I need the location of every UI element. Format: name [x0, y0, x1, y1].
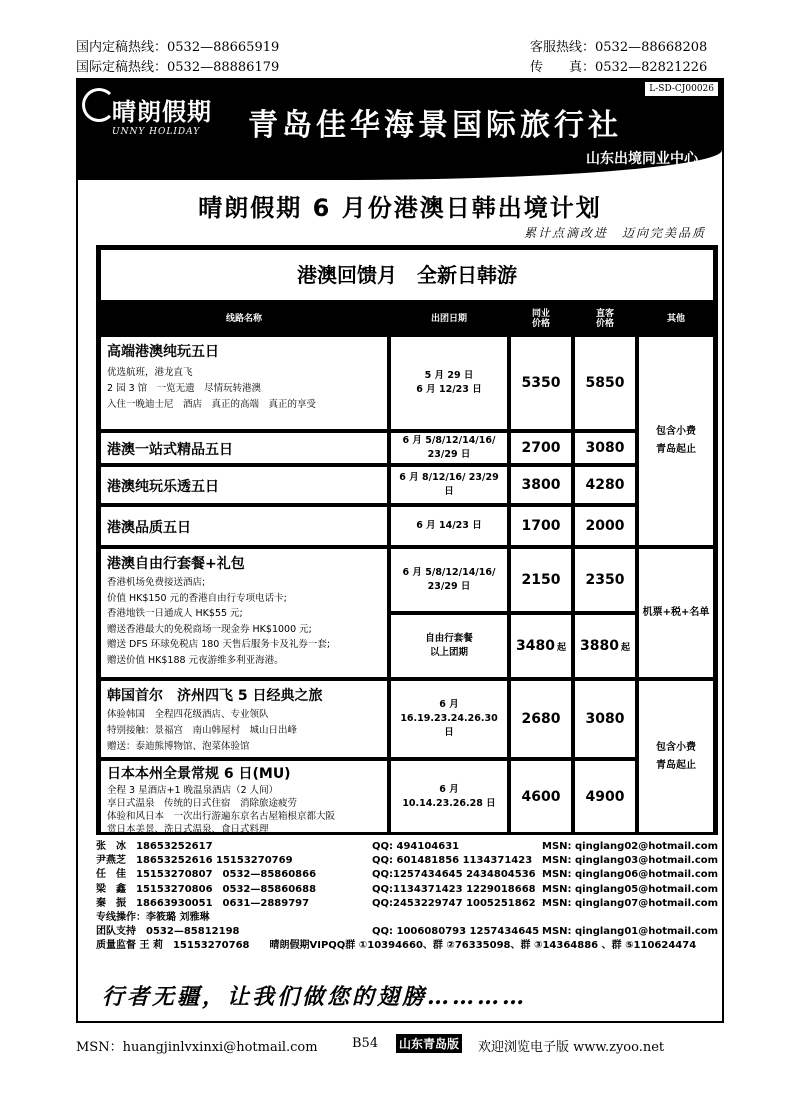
contact-qq: QQ:1257434645 2434804536: [372, 869, 536, 881]
price-suffix: 起: [620, 642, 630, 653]
route-desc: 赠送香港最大的免税商场一现金券 HK$1000 元;: [107, 623, 312, 635]
sun-icon: [82, 88, 116, 122]
route-desc: 赠送价值 HK$188 元夜游维多利亚海港。: [107, 654, 284, 666]
route-name: 港澳一站式精品五日: [107, 442, 233, 458]
trade-price: 4600: [510, 760, 572, 833]
motto: 行者无疆，让我们做您的翅膀…………: [102, 984, 528, 1010]
direct-price: 2000: [574, 506, 636, 546]
company-name: 青岛佳华海景国际旅行社: [248, 108, 622, 143]
tour-date: 6 月 10.14.23.26.28 日: [390, 760, 508, 833]
contact-qq: QQ:2453229747 1005251862: [372, 897, 536, 909]
footer-text: 欢迎浏览电子版 www.zyoo.net: [478, 1040, 665, 1055]
logo-en: UNNY HOLIDAY: [112, 127, 201, 137]
route-name: 港澳自由行套餐+礼包: [107, 556, 245, 572]
contact-person: 任 佳 15153270807 0532—85860866: [96, 869, 317, 881]
center-label: 山东出境同业中心: [586, 151, 698, 167]
trade-price: 2700: [510, 432, 572, 464]
contact-msn: MSN: qinglang02@hotmail.com: [542, 841, 719, 852]
price-value: 3480: [516, 638, 555, 654]
contact-qq: [372, 911, 542, 925]
contact-row: [96, 868, 718, 882]
trade-price: 2150: [510, 548, 572, 612]
tour-date: 6 月 8/12/16/ 23/29 日: [390, 466, 508, 504]
route-desc: 2 园 3 馆 一览无遗 尽情玩转港澳: [107, 383, 262, 394]
sunny-holiday-logo: [90, 92, 212, 137]
route-desc: 享日式温泉 传统的日式住宿 消除旅途疲劳: [107, 798, 298, 809]
route-name: 高端港澳纯玩五日: [107, 344, 219, 360]
contact-row: [96, 883, 718, 897]
direct-price: 4280: [574, 466, 636, 504]
direct-price: 5850: [574, 336, 636, 430]
direct-price: 2350: [574, 548, 636, 612]
intl-hotline: 国际定稿热线：0532—88886179: [76, 60, 280, 75]
route-desc: 特别接触：景福宫 南山韩屋村 城山日出峰: [107, 725, 298, 736]
contact-qq: QQ: 1006080793 1257434645: [372, 926, 540, 938]
trade-price: 2680: [510, 680, 572, 758]
route-name: 港澳品质五日: [107, 520, 191, 536]
contact-qq: QQ: 494104631: [372, 841, 460, 852]
tour-date: 6 月 5/8/12/14/16/ 23/29 日: [390, 548, 508, 612]
direct-price: [574, 614, 636, 678]
other-info: 包含小费 青岛起止: [638, 680, 714, 833]
contact-person: 尹燕芝 18653252616 15153270769: [96, 855, 293, 867]
contact-msn: MSN: qinglang01@hotmail.com: [542, 926, 719, 938]
route-desc: 优选航班，港龙直飞: [107, 367, 193, 378]
other-info: 包含小费 青岛起止: [638, 336, 714, 546]
route-name: 港澳纯玩乐透五日: [107, 479, 219, 495]
contact-person: 团队支持 0532—85812198: [96, 926, 240, 938]
other-info: 机票+税+名单: [638, 548, 714, 678]
th-date: 出团日期: [430, 314, 467, 324]
contact-row: [96, 854, 718, 868]
th-direct-price: 直客 价格: [595, 309, 614, 329]
contact-person: 专线操作：李筱璐 刘雅琳: [96, 912, 210, 924]
route-desc: 入住一晚迪士尼 酒店 真正的高端 真正的享受: [107, 399, 317, 410]
route-desc: 体验和风日本 一次出行游遍东京名古屋箱根京都大阪: [107, 811, 336, 822]
table-row: [100, 466, 388, 504]
table-row: [100, 760, 388, 833]
price-value: 3880: [580, 638, 619, 654]
route-desc: 价值 HK$150 元的香港自由行专项电话卡;: [107, 592, 287, 604]
route-desc: 体验韩国 全程四花级酒店、专业领队: [107, 709, 269, 720]
table-banner: 港澳回馈月 全新日韩游: [100, 249, 714, 301]
license-code: L-SD-CJ00026: [645, 82, 718, 96]
flyer-frame: [76, 78, 724, 1023]
direct-price: 3080: [574, 432, 636, 464]
th-other: 其他: [666, 314, 685, 324]
edition-tag: 山东青岛版: [396, 1034, 462, 1053]
tour-date: 6 月 5/8/12/14/16/ 23/29 日: [390, 432, 508, 464]
tour-date: 6 月 14/23 日: [390, 506, 508, 546]
contact-person: 张 冰 18653252617: [96, 841, 213, 852]
trade-price: 5350: [510, 336, 572, 430]
direct-price: 3080: [574, 680, 636, 758]
route-desc: 赠送：泰迪熊博物馆、泡菜体验馆: [107, 741, 250, 752]
domestic-hotline: 国内定稿热线：0532—88665919: [76, 40, 280, 55]
price-suffix: 起: [556, 642, 566, 653]
table-row: [100, 432, 388, 464]
slogan: 累计点滴改进 迈向完美品质: [523, 226, 706, 240]
route-desc: 香港机场免费接送酒店;: [107, 577, 206, 588]
trade-price: [510, 614, 572, 678]
table-row: [100, 336, 388, 430]
tour-table: [96, 245, 718, 835]
contact-row: [96, 840, 718, 854]
direct-price: 4900: [574, 760, 636, 833]
contact-msn: MSN: qinglang05@hotmail.com: [542, 883, 719, 895]
route-desc: 赏日本美景、洗日式温泉、食日式料理: [107, 824, 269, 835]
route-desc: 香港地铁一日通成人 HK$55 元;: [107, 608, 243, 619]
contact-msn: MSN: qinglang06@hotmail.com: [542, 869, 719, 881]
page-title: 晴朗假期 6 月份港澳日韩出境计划: [198, 194, 602, 222]
qq-group-line: 质量监督 王 莉 15153270768 晴朗假期VIPQQ群 ①10394660、群 ②76335098、群 ③14364886 、群 ⑤110624474: [96, 940, 697, 952]
trade-price: 3800: [510, 466, 572, 504]
service-hotline: 客服热线：0532—88668208: [530, 40, 708, 55]
contact-person: 梁 鑫 15153270806 0532—85860688: [96, 883, 317, 895]
tour-date-freestyle: 自由行套餐 以上团期: [390, 614, 508, 678]
contact-row: [96, 911, 718, 925]
contact-row: [96, 897, 718, 911]
tour-date: 5 月 29 日 6 月 12/23 日: [390, 336, 508, 430]
trade-price: 1700: [510, 506, 572, 546]
contact-msn: MSN: qinglang07@hotmail.com: [542, 897, 719, 909]
logo-cn: 晴朗假期: [112, 98, 212, 126]
route-desc: 赠送 DFS 环球免税店 180 天售后服务卡及礼券一套;: [107, 639, 331, 650]
table-row: [100, 506, 388, 546]
fax: 传 真：0532—82821226: [530, 60, 708, 75]
table-row: [100, 548, 388, 678]
th-route: 线路名称: [225, 314, 262, 324]
page-number: B54: [352, 1036, 379, 1051]
contact-person: 秦 振 18663930051 0631—2889797: [96, 897, 310, 909]
contact-qq: QQ:1134371423 1229018668: [372, 883, 536, 895]
table-row: [100, 680, 388, 758]
th-trade-price: 同业 价格: [531, 309, 550, 329]
footer-msn: MSN：huangjinlvxinxi@hotmail.com: [76, 1040, 318, 1055]
contact-msn: MSN: qinglang03@hotmail.com: [542, 855, 719, 867]
contact-qq: QQ: 601481856 1134371423: [372, 855, 533, 867]
route-name: 韩国首尔 济州四飞 5 日经典之旅: [107, 688, 323, 704]
contact-row: [96, 925, 718, 939]
contact-list: [96, 840, 718, 954]
tour-date: 6 月 16.19.23.24.26.30 日: [390, 680, 508, 758]
route-desc: 全程 3 星酒店+1 晚温泉酒店（2 人间）: [107, 785, 279, 796]
route-name: 日本本州全景常规 6 日(MU): [107, 766, 291, 782]
contact-msn: [542, 911, 718, 925]
